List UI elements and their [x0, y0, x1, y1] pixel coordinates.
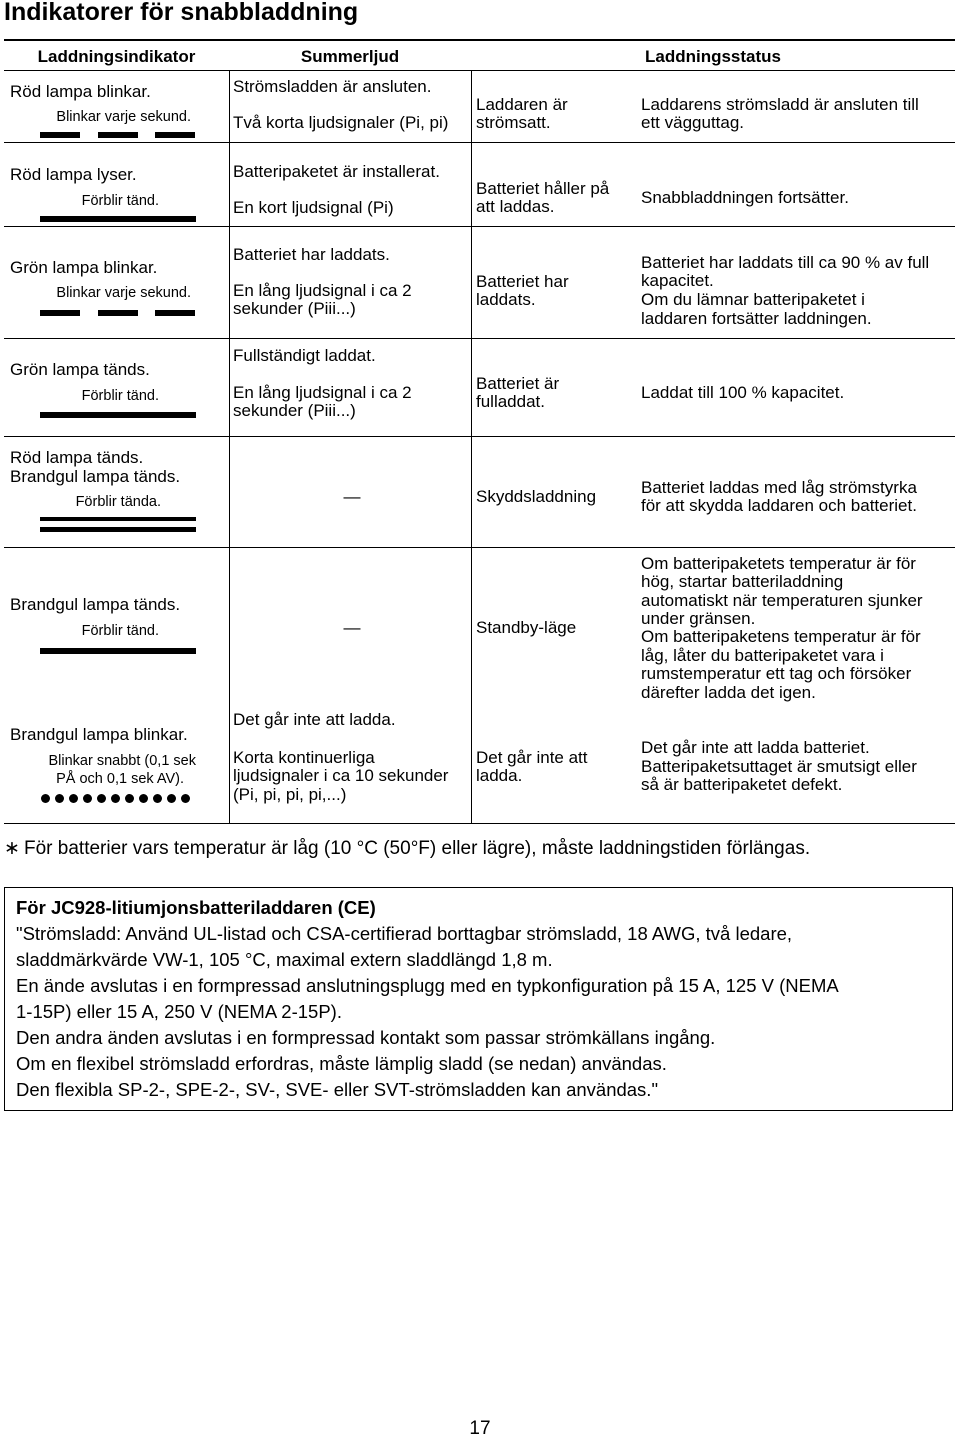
- buzzer-text: Det går inte att ladda.: [233, 710, 396, 729]
- header-divider: [4, 70, 955, 71]
- asterisk-icon: ∗: [4, 838, 20, 859]
- buzzer-text: —: [343, 618, 361, 637]
- status-text: Laddaren är: [476, 95, 568, 114]
- indicator-sublabel: PÅ och 0,1 sek AV).: [56, 771, 184, 787]
- footnote-text: För batterier vars temperatur är låg (10 °C (50°F) eller lägre), måste laddningstiden förlängas.: [24, 838, 811, 859]
- notice-line: En ände avslutas i en formpressad anslutningsplugg med en typkonfiguration på 15 A, 125 V (NEMA: [16, 975, 839, 996]
- page-title: Indikatorer för snabbladdning: [4, 0, 359, 26]
- steady-red-lamp-icon: [40, 216, 196, 222]
- status-text: ladda.: [476, 766, 523, 785]
- table-bottom-border: [4, 823, 955, 824]
- column-divider: [229, 71, 230, 823]
- status-description: så är batteripaketet defekt.: [641, 775, 843, 794]
- header-indicator: Laddningsindikator: [37, 47, 196, 66]
- status-description: Batteriet laddas med låg strömstyrka: [641, 478, 917, 497]
- indicator-sublabel: Blinkar snabbt (0,1 sek: [48, 753, 196, 769]
- steady-orange-lamp-icon: [40, 648, 196, 654]
- status-description: laddaren fortsätter laddningen.: [641, 309, 872, 328]
- row-divider: [4, 338, 955, 339]
- header-buzzer: Summerljud: [300, 47, 400, 66]
- buzzer-text: En lång ljudsignal i ca 2: [233, 281, 412, 300]
- status-text: Batteriet håller på: [476, 179, 610, 198]
- status-description: Snabbladdningen fortsätter.: [641, 188, 849, 207]
- buzzer-text: ljudsignaler i ca 10 sekunder: [233, 766, 449, 785]
- status-description: ett vägguttag.: [641, 113, 745, 132]
- footnote: [4, 837, 810, 860]
- row-divider: [4, 436, 955, 437]
- indicator-sublabel: Förblir tänd.: [81, 388, 159, 404]
- indicator-label: Röd lampa lyser.: [10, 165, 137, 184]
- page-number: 17: [469, 1418, 491, 1439]
- status-text: Det går inte att: [476, 748, 588, 767]
- status-text: Skyddsladdning: [476, 487, 597, 506]
- indicator-label: Brandgul lampa blinkar.: [10, 725, 188, 744]
- buzzer-text: En kort ljudsignal (Pi): [233, 198, 394, 217]
- buzzer-text: En lång ljudsignal i ca 2: [233, 383, 412, 402]
- steady-green-lamp-icon: [40, 412, 196, 418]
- status-description: Det går inte att ladda batteriet.: [641, 738, 870, 757]
- notice-line: Den andra änden avslutas i en formpressad kontakt som passar strömkällans ingång.: [16, 1027, 716, 1048]
- notice-line: Den flexibla SP-2-, SPE-2-, SV-, SVE- eller SVT-strömsladden kan användas.": [16, 1079, 659, 1100]
- status-description: Laddarens strömsladd är ansluten till: [641, 95, 919, 114]
- status-description: Batteriet har laddats till ca 90 % av full: [641, 253, 930, 272]
- indicator-label: Brandgul lampa tänds.: [10, 595, 181, 614]
- indicator-label: Grön lampa blinkar.: [10, 258, 158, 277]
- indicator-label: Brandgul lampa tänds.: [10, 467, 181, 486]
- buzzer-text: Batteripaketet är installerat.: [233, 162, 440, 181]
- buzzer-text: —: [343, 487, 361, 506]
- status-description: Laddat till 100 % kapacitet.: [641, 383, 845, 402]
- status-text: fulladdat.: [476, 392, 545, 411]
- buzzer-text: Korta kontinuerliga: [233, 748, 375, 767]
- notice-line: "Strömsladd: Använd UL-listad och CSA-certifierad borttagbar strömsladd, 18 AWG, två ledare,: [16, 923, 793, 944]
- status-text: Batteriet är: [476, 374, 560, 393]
- row-divider: [4, 547, 955, 548]
- indicator-sublabel: Blinkar varje sekund.: [56, 109, 191, 125]
- notice-line: 1-15P) eller 15 A, 250 V (NEMA 2-15P).: [16, 1001, 342, 1022]
- status-text: laddats.: [476, 290, 536, 309]
- buzzer-text: Fullständigt laddat.: [233, 346, 376, 365]
- buzzer-text: sekunder (Piii...): [233, 299, 356, 318]
- ce-notice-box: [4, 887, 953, 1111]
- status-description: Batteripaketsuttaget är smutsigt eller: [641, 757, 917, 776]
- status-text: Batteriet har: [476, 272, 569, 291]
- notice-line: sladdmärkvärde VW-1, 105 °C, maximal extern sladdlängd 1,8 m.: [16, 949, 553, 970]
- indicator-sublabel: Förblir tända.: [75, 494, 161, 510]
- indicator-sublabel: Förblir tänd.: [81, 623, 159, 639]
- indicator-label: Röd lampa tänds.: [10, 448, 144, 467]
- row-divider: [4, 226, 955, 227]
- buzzer-text: (Pi, pi, pi, pi,...): [233, 785, 347, 804]
- status-description: för att skydda laddaren och batteriet.: [641, 496, 917, 515]
- indicator-sublabel: Förblir tänd.: [81, 193, 159, 209]
- buzzer-text: Två korta ljudsignaler (Pi, pi): [233, 113, 449, 132]
- table-top-border: [4, 39, 955, 41]
- row-divider: [4, 142, 955, 143]
- status-text: att laddas.: [476, 197, 555, 216]
- header-status: Laddningsstatus: [644, 47, 781, 66]
- notice-line: Om en flexibel strömsladd erfordras, måste lämplig sladd (se nedan) användas.: [16, 1053, 667, 1074]
- notice-heading: För JC928-litiumjonsbatteriladdaren (CE): [16, 897, 376, 918]
- indicator-sublabel: Blinkar varje sekund.: [56, 285, 191, 301]
- indicator-label: Röd lampa blinkar.: [10, 82, 151, 101]
- buzzer-text: Strömsladden är ansluten.: [233, 77, 432, 96]
- buzzer-text: sekunder (Piii...): [233, 401, 356, 420]
- status-text: Standby-läge: [476, 618, 577, 637]
- column-divider: [471, 71, 472, 823]
- status-description: kapacitet.: [641, 271, 714, 290]
- status-description: Om du lämnar batteripaketet i: [641, 290, 865, 309]
- buzzer-text: Batteriet har laddats.: [233, 245, 390, 264]
- status-text: strömsatt.: [476, 113, 551, 132]
- indicator-label: Grön lampa tänds.: [10, 360, 150, 379]
